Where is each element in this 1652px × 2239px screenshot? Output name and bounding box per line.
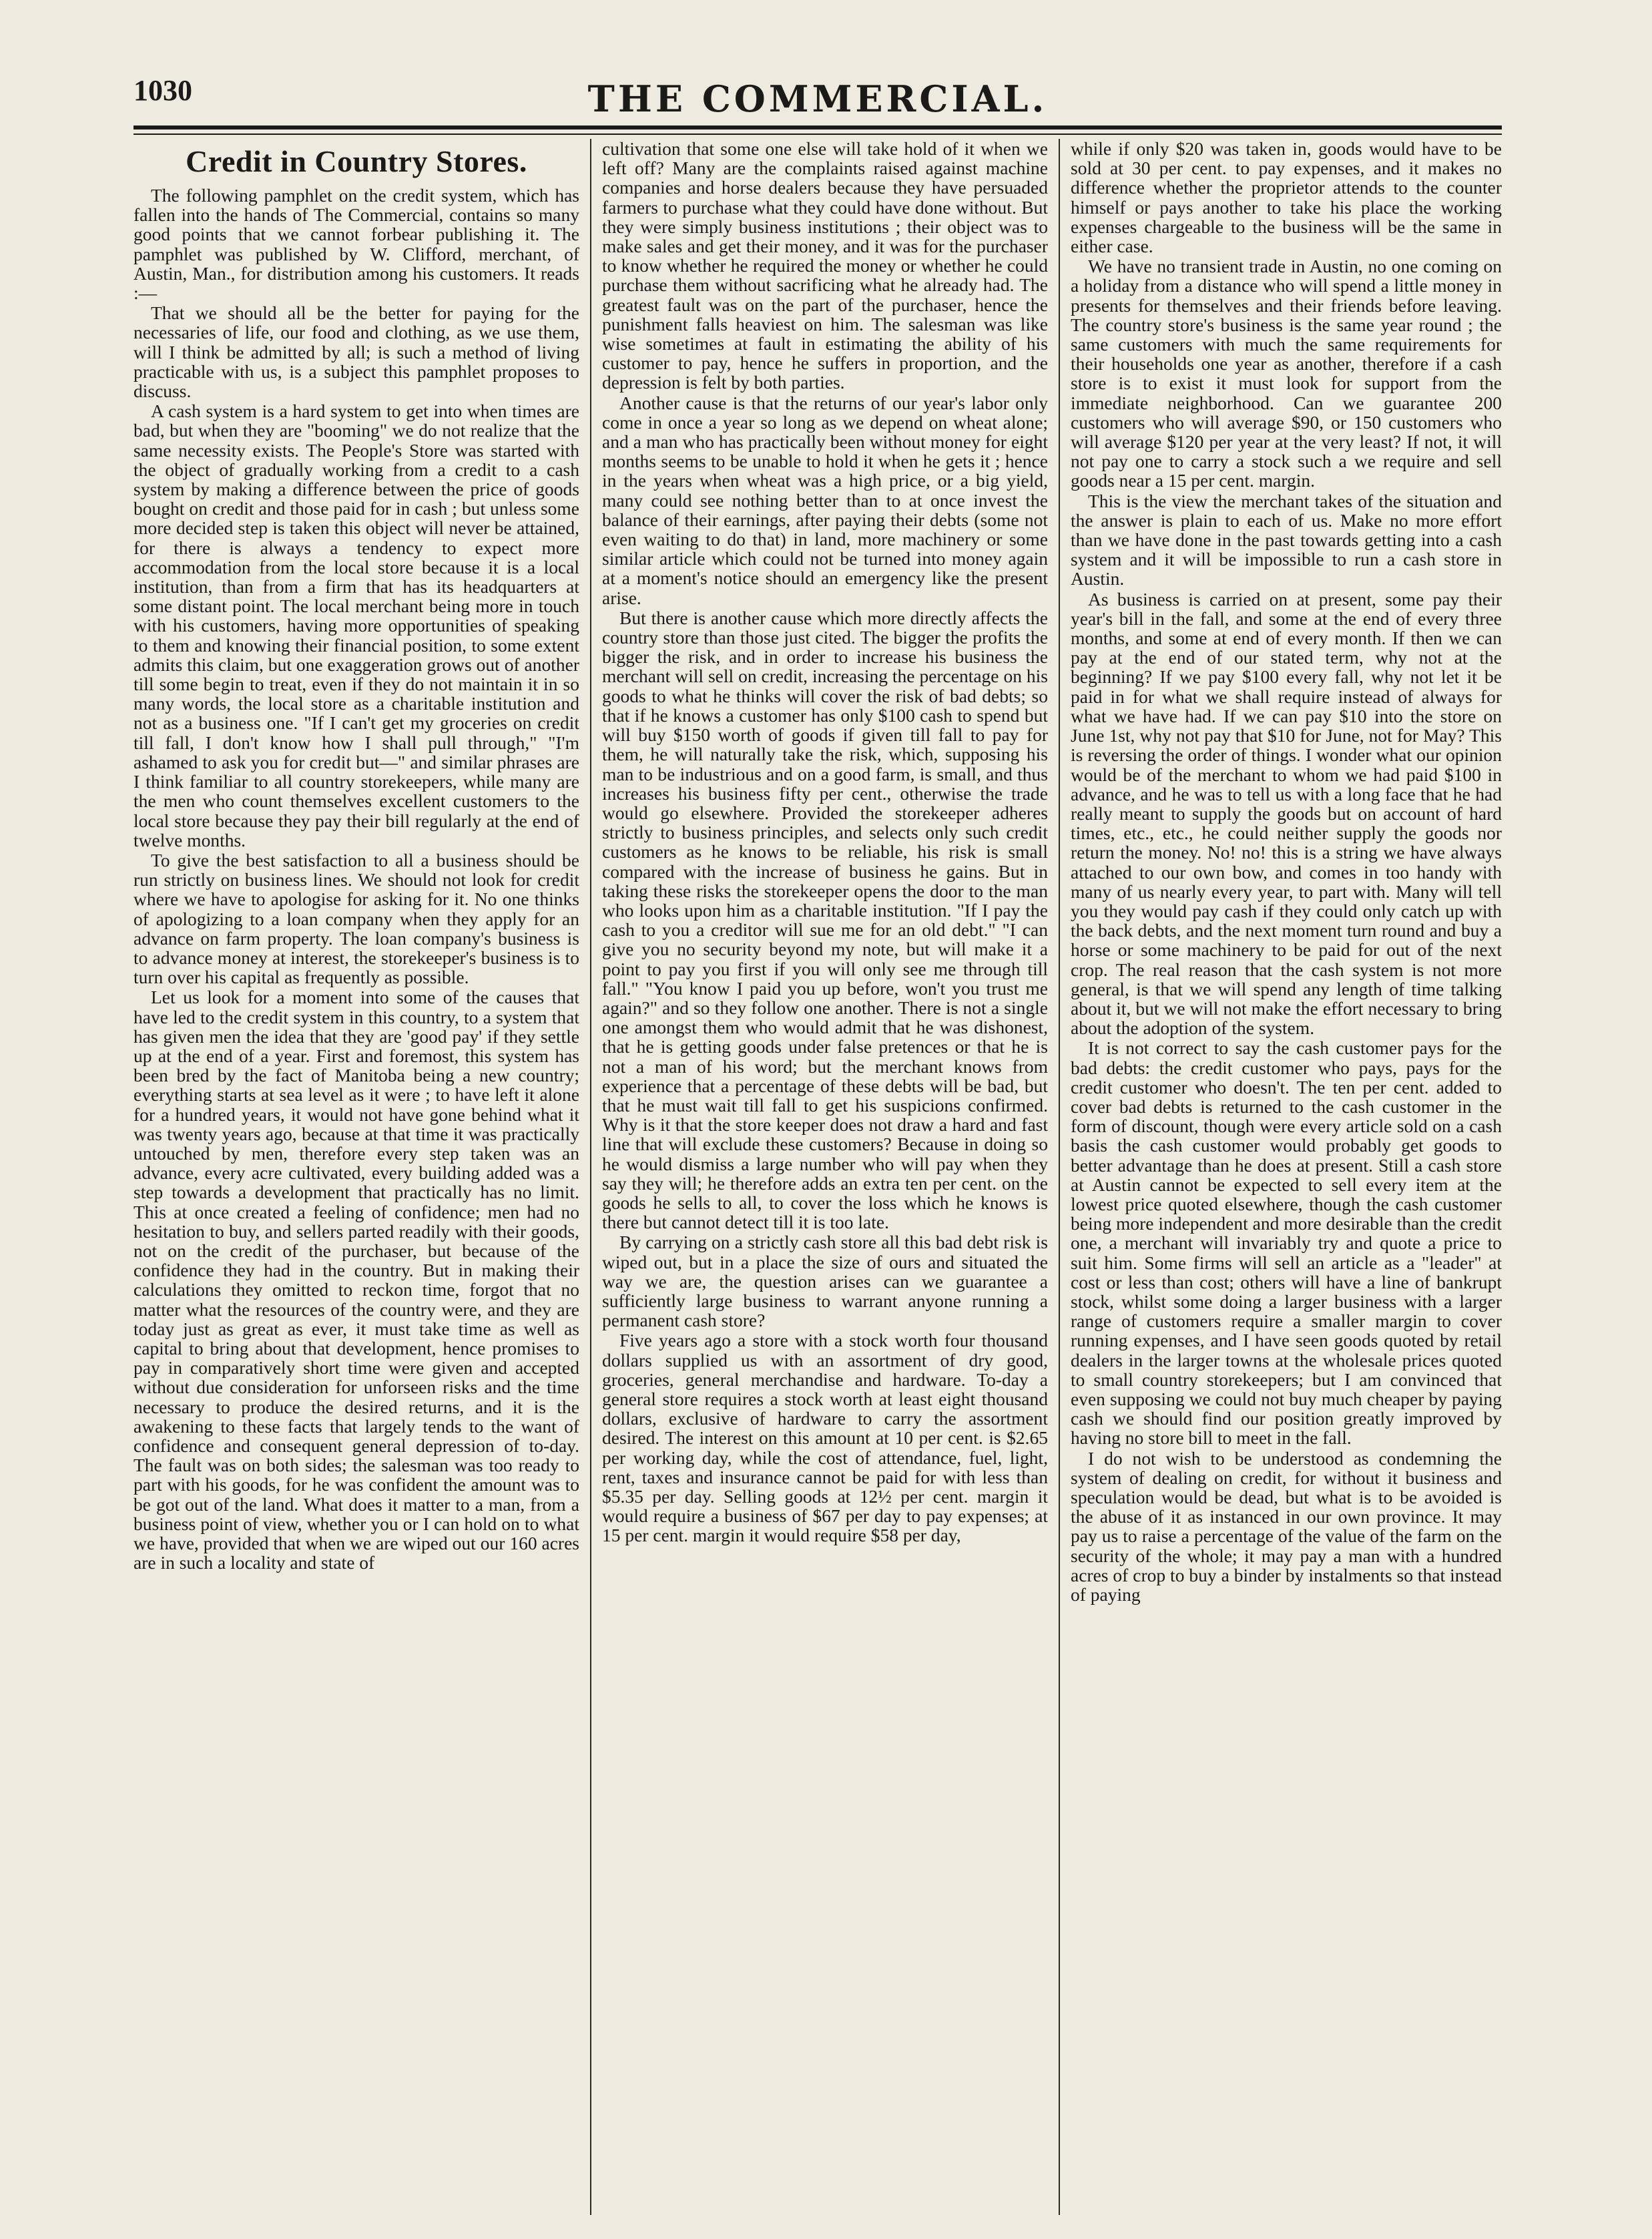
paragraph: As business is carried on at present, some pay their year's bill in the fall, and some at the end of every three months, and some at end of every month. If then we can pay at the end of our stated term, why not at the beginning? If we pay $100 every fall, why not let it be paid in for what we shall require instead of always for what we have had. If we can pay $10 into the store on June 1st, why not pay that $10 for June, not for May? This is reversing the order of things. I wonder what our opinion would be of the merchant to whom we had paid $100 in advance, and he was to tell us with a long face that he had really meant to supply the goods but on account of hard times, etc., etc., he could neither supply the goods nor return the money. No! no! this is a string we have always attached to our own bow, and comes in too handy with many of us nearly every year, to part with. Many will tell you they would pay cash if they could only catch up with the back debts, and the next moment turn round and buy a horse or some machinery to be paid for out of the next crop. The real reason that the cash system is not more general, is that we will spend any length of time talking about it, but we will not make the effort necessary to bring about the adoption of the system. xyxy=(1071,588,1502,1039)
paragraph: The following pamphlet on the credit system, which has fallen into the hands of The Commercial, contains so many good points that we cannot forbear publishing it. The pamphlet was published by W. Clifford, merchant, of Austin, Man., for distribution among his customers. It reads :— xyxy=(133,185,579,304)
paragraph: Let us look for a moment into some of the causes that have led to the credit system in this country, to a system that has given men the idea that they are 'good pay' if they settle up at the end of a year. First and foremost, this system has been bred by the fact of Manitoba being a new country; everything starts at sea level as it were ; to have left it alone for a hundred years, it would not have gone behind what it was twenty years ago, because at that time it was practically untouched by men, therefore every step taken was an advance, every acre cultivated, every building added was a step towards a development that practically has no limit. This at once created a feeling of confidence; men had no hesitation to buy, and sellers parted readily with their goods, not on the credit of the purchaser, but because of the confidence they had in the country. But in making their calculations they omitted to reckon time, forgot that no matter what the resources of the country were, and they are today just as great as ever, it must take time as well as capital to bring about that development, hence promises to pay in comparatively short time were given and accepted without due consideration for unforseen risks and the time necessary to produce the desired returns, and it is the awakening to these facts that largely tends to the want of confidence and consequent general depression of to-day. The fault was on both sides; the salesman was too ready to part with his goods, for he was confident the amount was to be got out of the land. What does it matter to a man, from a business point of view, whether you or I can hold on to what we have, provided that when we are wiped out our 160 acres are in such a locality and state of xyxy=(133,987,579,1573)
paragraph: To give the best satisfaction to all a business should be run strictly on business lines. We should not look for credit where we have to apologise for asking for it. No one thinks of apologizing to a loan company when they apply for an advance on farm property. The loan company's business is to advance money at interest, the storekeeper's business is to turn over his capital as frequently as possible. xyxy=(133,849,579,988)
column-divider xyxy=(1059,139,1060,2215)
page-header xyxy=(133,73,1502,134)
page-number: 1030 xyxy=(133,74,192,107)
article-title: Credit in Country Stores. xyxy=(186,144,527,178)
paragraph: I do not wish to be understood as condemning the system of dealing on credit, for without it business and speculation would be dead, but what is to be avoided is the abuse of it as instanced in our own province. It may pay us to raise a percentage of the value of the farm on the security of the whole; it may pay a man with a hundred acres of crop to buy a binder by instalments so that instead of paying xyxy=(1071,1447,1502,1605)
article-column-2 xyxy=(602,139,1048,2215)
article-column-3 xyxy=(1071,139,1502,2215)
paragraph: We have no transient trade in Austin, no one coming on a holiday from a distance who will spend a little money in presents for themselves and their friends before leaving. The country store's business is the same year round ; the same customers with much the same requirements for their households one year as another, therefore if a cash store is to exist it must look for support from the immediate neighborhood. Can we guarantee 200 customers who will average $90, or 150 customers who will average $120 per year at the very least? If not, it will not pay one to carry a stock such a we require and sell goods near a 15 per cent. margin. xyxy=(1071,256,1502,491)
masthead: THE COMMERCIAL. xyxy=(587,77,1048,120)
paragraph: This is the view the merchant takes of the situation and the answer is plain to each of us. Make no more effort than we have done in the past towards getting into a cash system and it will be impossible to run a cash store in Austin. xyxy=(1071,490,1502,589)
paragraph: cultivation that some one else will take hold of it when we left off? Many are the complaints raised against machine companies and horse dealers because they have persuaded farmers to purchase what they could have done without. But they were simply business institutions ; their object was to make sales and get their money, and it was for the purchaser to know whether he required the money or whether he could purchase them without sacrificing what he already had. The greatest fault was on the part of the purchaser, hence the punishment falls heaviest on him. The salesman was like wise sometimes at fault in estimating the ability of his customer to pay, hence he suffers in proportion, and the depression is felt by both parties. xyxy=(602,139,1048,393)
article-column-1 xyxy=(133,139,579,2215)
paragraph: It is not correct to say the cash customer pays for the bad debts: the credit customer who pays, pays for the credit customer who doesn't. The ten per cent. added to cover bad debts is returned to the cash customer in the form of discount, though were every article sold on a cash basis the cash customer would probably get goods to better advantage than he does at present. Still a cash store at Austin cannot be expected to sell every item at the lowest price quoted elsewhere, though the cash customer being more independent and more desirable than the credit one, a merchant will invariably try and quote a price to suit him. Some firms will sell an article as a "leader" at cost or less than cost; others will have a line of bankrupt stock, whilst some doing a larger business with a larger range of customers require a smaller margin to cover running expenses, and I have seen goods quoted by retail dealers in the larger towns at the wholesale prices quoted to small country storekeepers; but I am convinced that even supposing we could not buy much cheaper by paying cash we should find our position greatly improved by having no store bill to meet in the fall. xyxy=(1071,1037,1502,1449)
header-rule-thick xyxy=(133,126,1502,130)
header-rule-thin xyxy=(133,134,1502,135)
paragraph: But there is another cause which more directly affects the country store than those just cited. The bigger the profits the bigger the risk, and in order to increase his business the merchant will sell on credit, increasing the percentage on his goods to what he thinks will cover the risk of bad debts; so that if he knows a customer has only $100 cash to spend but will buy $150 worth of goods if given till fall to pay for them, he will naturally take the risk, which, supposing his man to be industrious and on a good farm, is small, and thus increases his business fifty per cent., otherwise the trade would go elsewhere. Provided the storekeeper adheres strictly to business principles, and selects only such credit customers as he knows to be reliable, his risk is small compared with the increase of business he gains. But in taking these risks the storekeeper opens the door to the man who looks upon him as a charitable institution. "If I pay the cash to you a creditor will sue me for an old debt." "I can give you no security beyond my note, but will make it a point to pay you first if you will only see me through till fall." "You know I paid you up before, won't you trust me again?" and so they follow one another. There is not a single one amongst them who would admit that he was dishonest, that he is getting goods under false pretences or that he is not a man of his word; but the merchant knows from experience that a percentage of these debts will be bad, but that he must wait till fall to get his suspicions confirmed. Why is it that the store keeper does not draw a hard and fast line that will exclude these customers? Because in doing so he would dismiss a large number who will pay when they say they will; he therefore adds an extra ten per cent. on the goods he sells to all, to cover the loss which he knows is there but cannot detect till it is too late. xyxy=(602,607,1048,1233)
paragraph: Five years ago a store with a stock worth four thousand dollars supplied us with an assortment of dry good, groceries, general merchandise and hardware. To-day a general store requires a stock worth at least eight thousand dollars, exclusive of hardware to carry the assortment desired. The interest on this amount at 10 per cent. is $2.65 per working day, while the cost of attendance, fuel, light, rent, taxes and insurance cannot be paid for with less than $5.35 per day. Selling goods at 12½ per cent. margin it would require a business of $67 per day to pay expenses; at 15 per cent. margin it would require $58 per day, xyxy=(602,1330,1048,1546)
column-divider xyxy=(590,139,591,2215)
paragraph: A cash system is a hard system to get into when times are bad, but when they are "booming" we do not realize that the same necessity exists. The People's Store was started with the object of gradually working from a credit to a cash system by making a difference between the price of goods bought on credit and those paid for in cash ; but unless some more decided step is taken this object will never be attained, for there is always a tendency to expect more accommodation from the local store because it is a local institution, than from a firm that has its headquarters at some distant point. The local merchant being more in touch with his customers, having more opportunities of speaking to them and knowing their financial position, to some extent admits this claim, but one exaggeration grows out of another till some begin to treat, even if they do not maintain it in so many words, the local store as a charitable institution and not as a business one. "If I can't get my groceries on credit till fall, I don't know how I shall pull through," "I'm ashamed to ask you for credit but—" and similar phrases are I think familiar to all country storekeepers, while many are the men who count themselves excellent customers to the local store because they pay their bill regularly at the end of twelve months. xyxy=(133,401,579,850)
paragraph: By carrying on a strictly cash store all this bad debt risk is wiped out, but in a place the size of ours and situated the way we are, the question arises can we guarantee a sufficiently large business to warrant anyone running a permanent cash store? xyxy=(602,1232,1048,1331)
paragraph: That we should all be the better for paying for the necessaries of life, our food and clothing, as we use them, will I think be admitted by all; is such a method of living practicable with us, is a subject this pamphlet proposes to discuss. xyxy=(133,302,579,402)
paragraph: Another cause is that the returns of our year's labor only come in once a year so long as we depend on wheat alone; and a man who has practically been without money for eight months seems to be unable to hold it when he gets it ; hence in the years when wheat was a high price, or a big yield, many could see nothing better than to at once invest the balance of their earnings, after paying their debts (some not even waiting to do that) in land, more machinery or some similar article which could not be turned into money again at a moment's notice should an emergency like the present arise. xyxy=(602,392,1048,608)
paragraph: while if only $20 was taken in, goods would have to be sold at 30 per cent. to pay expenses, and it makes no difference whether the proprietor attends to the counter himself or pays another to take his place the working expenses chargeable to the business will be the same in either case. xyxy=(1071,139,1502,257)
